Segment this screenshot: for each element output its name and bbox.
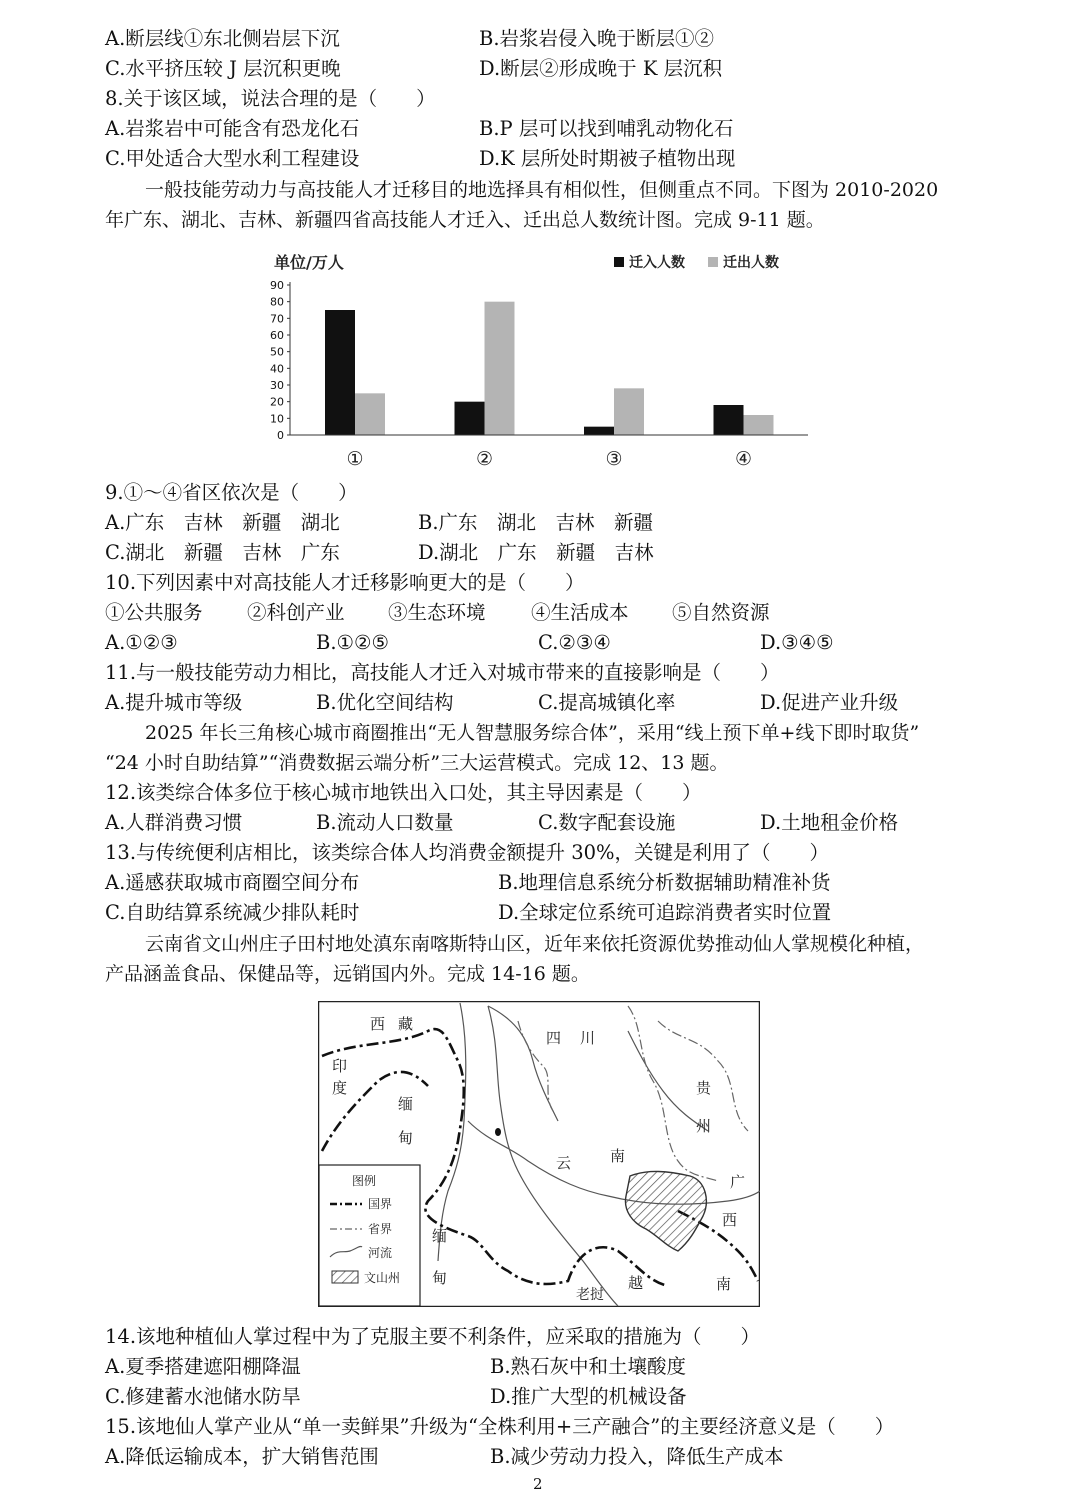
y-tick-label: 60 xyxy=(270,329,284,342)
y-tick-label: 50 xyxy=(270,345,284,359)
label-yindu-1: 印 xyxy=(332,1057,348,1075)
label-guangxi-1: 广 xyxy=(730,1173,746,1191)
q8-option-d: D.K 层所处时期被子植物出现 xyxy=(479,147,736,170)
y-tick-label: 20 xyxy=(270,395,284,409)
bar-out-1 xyxy=(355,393,385,435)
q8-option-c: C.甲处适合大型水利工程建设 xyxy=(105,147,360,170)
q11-stem: 11.与一般技能劳动力相比，高技能人才迁入对城市带来的直接影响是（ ） xyxy=(105,661,780,684)
legend-label-out: 迁出人数 xyxy=(723,255,779,271)
label-laowo: 老挝 xyxy=(576,1287,604,1303)
map-legend xyxy=(319,1165,420,1306)
label-yue: 越 xyxy=(628,1274,644,1292)
q14-stem: 14.该地种植仙人掌过程中为了克服主要不利条件，应采取的措施为（ ） xyxy=(105,1325,761,1348)
category-label-4: ④ xyxy=(734,448,753,470)
q9-stem: 9.①～④省区依次是（ ） xyxy=(105,481,358,504)
q10-factor-3: ③生态环境 xyxy=(388,601,486,624)
y-tick-label: 10 xyxy=(270,412,284,426)
label-xizang-2: 藏 xyxy=(398,1015,414,1033)
category-label-1: ① xyxy=(346,448,364,470)
q10-factor-5: ⑤自然资源 xyxy=(672,601,770,624)
label-miandian-s-1: 缅 xyxy=(432,1227,448,1245)
y-tick-label: 30 xyxy=(270,379,284,392)
q13-option-d: D.全球定位系统可追踪消费者实时位置 xyxy=(498,901,832,924)
q10-option-c: C.②③④ xyxy=(538,631,611,654)
q7-option-d: D.断层②形成晚于 K 层沉积 xyxy=(479,57,723,80)
passage-9-11-line2: 年广东、湖北、吉林、新疆四省高技能人才迁入、迁出总人数统计图。完成 9-11 题。 xyxy=(105,209,825,231)
legend-wenshan: 文山州 xyxy=(364,1271,401,1285)
q15-option-b: B.减少劳动力投入，降低生产成本 xyxy=(490,1445,784,1468)
q10-option-b: B.①②⑤ xyxy=(316,631,389,654)
q13-option-c: C.自助结算系统减少排队耗时 xyxy=(105,901,360,924)
q11-option-a: A.提升城市等级 xyxy=(105,691,243,714)
q12-option-a: A.人群消费习惯 xyxy=(105,811,243,834)
q10-factor-1: ①公共服务 xyxy=(105,601,203,624)
label-yunnan-1: 云 xyxy=(556,1154,572,1172)
legend-river: 河流 xyxy=(368,1246,393,1260)
q15-option-a: A.降低运输成本，扩大销售范围 xyxy=(105,1445,379,1468)
label-xizang-1: 西 xyxy=(370,1015,386,1033)
passage-12-13-line2: “24 小时自助结算”“消费数据云端分析”三大运营模式。完成 12、13 题。 xyxy=(105,752,729,774)
legend-swatch-in xyxy=(614,257,624,267)
bar-in-1 xyxy=(325,310,355,435)
label-guangxi-3: 南 xyxy=(716,1275,732,1293)
q8-option-a: A.岩浆岩中可能含有恐龙化石 xyxy=(105,117,360,140)
q11-option-c: C.提高城镇化率 xyxy=(538,691,676,714)
label-sichuan-2: 川 xyxy=(580,1029,596,1047)
label-guizhou-2: 州 xyxy=(696,1117,712,1135)
q13-stem: 13.与传统便利店相比，该类综合体人均消费金额提升 30%，关键是利用了（ ） xyxy=(105,841,830,864)
label-yunnan-2: 南 xyxy=(610,1147,626,1165)
category-label-2: ② xyxy=(475,448,494,470)
q9-option-c: C.湖北 新疆 吉林 广东 xyxy=(105,541,340,564)
q12-option-c: C.数字配套设施 xyxy=(538,811,676,834)
q10-option-a: A.①②③ xyxy=(105,631,178,654)
y-tick-label: 80 xyxy=(270,295,284,309)
legend-province: 省界 xyxy=(368,1222,393,1236)
q13-option-b: B.地理信息系统分析数据辅助精准补货 xyxy=(498,871,831,894)
y-tick-label: 70 xyxy=(270,312,284,326)
q7-option-c: C.水平挤压较 J 层沉积更晚 xyxy=(105,57,341,80)
county-dot xyxy=(495,1128,501,1136)
bar-out-4 xyxy=(744,415,774,435)
q12-option-d: D.土地租金价格 xyxy=(760,811,899,834)
q8-stem: 8.关于该区域，说法合理的是（ ） xyxy=(105,87,436,110)
passage-9-11-line1: 一般技能劳动力与高技能人才迁移目的地选择具有相似性，但侧重点不同。下图为 2010-2020 xyxy=(145,179,939,201)
q10-factor-2: ②科创产业 xyxy=(247,601,345,624)
label-miandian-n-2: 甸 xyxy=(398,1129,414,1147)
y-tick-label: 0 xyxy=(277,429,284,442)
label-miandian-n-1: 缅 xyxy=(398,1095,414,1113)
label-guizhou-1: 贵 xyxy=(696,1079,712,1097)
passage-14-16-line2: 产品涵盖食品、保健品等，远销国内外。完成 14-16 题。 xyxy=(105,963,590,985)
passage-14-16-line1: 云南省文山州庄子田村地处滇东南喀斯特山区，近年来依托资源优势推动仙人掌规模化种植， xyxy=(145,933,925,955)
chart-ylabel: 单位/万人 xyxy=(274,253,344,272)
q11-option-b: B.优化空间结构 xyxy=(316,691,454,714)
q9-option-d: D.湖北 广东 新疆 吉林 xyxy=(418,541,654,564)
q7-option-a: A.断层线①东北侧岩层下沉 xyxy=(105,27,340,50)
label-guangxi-2: 西 xyxy=(722,1211,738,1229)
bar-in-2 xyxy=(455,402,485,435)
q14-option-d: D.推广大型的机械设备 xyxy=(490,1385,687,1408)
bar-in-3 xyxy=(584,427,614,435)
label-miandian-s-2: 甸 xyxy=(432,1269,448,1287)
q14-option-b: B.熟石灰中和土壤酸度 xyxy=(490,1355,687,1378)
q14-option-c: C.修建蓄水池储水防旱 xyxy=(105,1385,301,1408)
y-tick-label: 40 xyxy=(270,362,284,376)
category-label-3: ③ xyxy=(605,448,623,470)
legend-title: 图例 xyxy=(352,1174,377,1188)
migration-bar-chart xyxy=(260,246,820,476)
q9-option-a: A.广东 吉林 新疆 湖北 xyxy=(105,511,340,534)
q15-stem: 15.该地仙人掌产业从“单一卖鲜果”升级为“全株利用+三产融合”的主要经济意义是（ ） xyxy=(105,1415,895,1438)
q10-stem: 10.下列因素中对高技能人才迁移影响更大的是（ ） xyxy=(105,571,585,594)
page-number: 2 xyxy=(533,1475,543,1493)
q10-factor-4: ④生活成本 xyxy=(531,601,629,624)
q14-option-a: A.夏季搭建遮阳棚降温 xyxy=(105,1355,301,1378)
label-yindu-2: 度 xyxy=(332,1079,348,1097)
q12-option-b: B.流动人口数量 xyxy=(316,811,454,834)
q7-option-b: B.岩浆岩侵入晚于断层①② xyxy=(479,27,715,50)
bar-in-4 xyxy=(714,405,744,435)
q13-option-a: A.遥感获取城市商圈空间分布 xyxy=(105,871,360,894)
q8-option-b: B.P 层可以找到哺乳动物化石 xyxy=(479,117,734,140)
yunnan-map xyxy=(318,1001,760,1307)
y-tick-label: 90 xyxy=(270,279,284,292)
bar-out-2 xyxy=(485,302,515,435)
label-sichuan-1: 四 xyxy=(546,1029,562,1047)
legend-swatch-out xyxy=(708,257,718,267)
q12-stem: 12.该类综合体多位于核心城市地铁出入口处，其主导因素是（ ） xyxy=(105,781,702,804)
bar-out-3 xyxy=(614,388,644,435)
q11-option-d: D.促进产业升级 xyxy=(760,691,899,714)
legend-border: 国界 xyxy=(368,1197,393,1211)
legend-label-in: 迁入人数 xyxy=(629,255,685,271)
passage-12-13-line1: 2025 年长三角核心城市商圈推出“无人智慧服务综合体”，采用“线上预下单+线下即时取货” xyxy=(145,722,920,744)
q9-option-b: B.广东 湖北 吉林 新疆 xyxy=(418,511,654,534)
q10-option-d: D.③④⑤ xyxy=(760,631,834,654)
